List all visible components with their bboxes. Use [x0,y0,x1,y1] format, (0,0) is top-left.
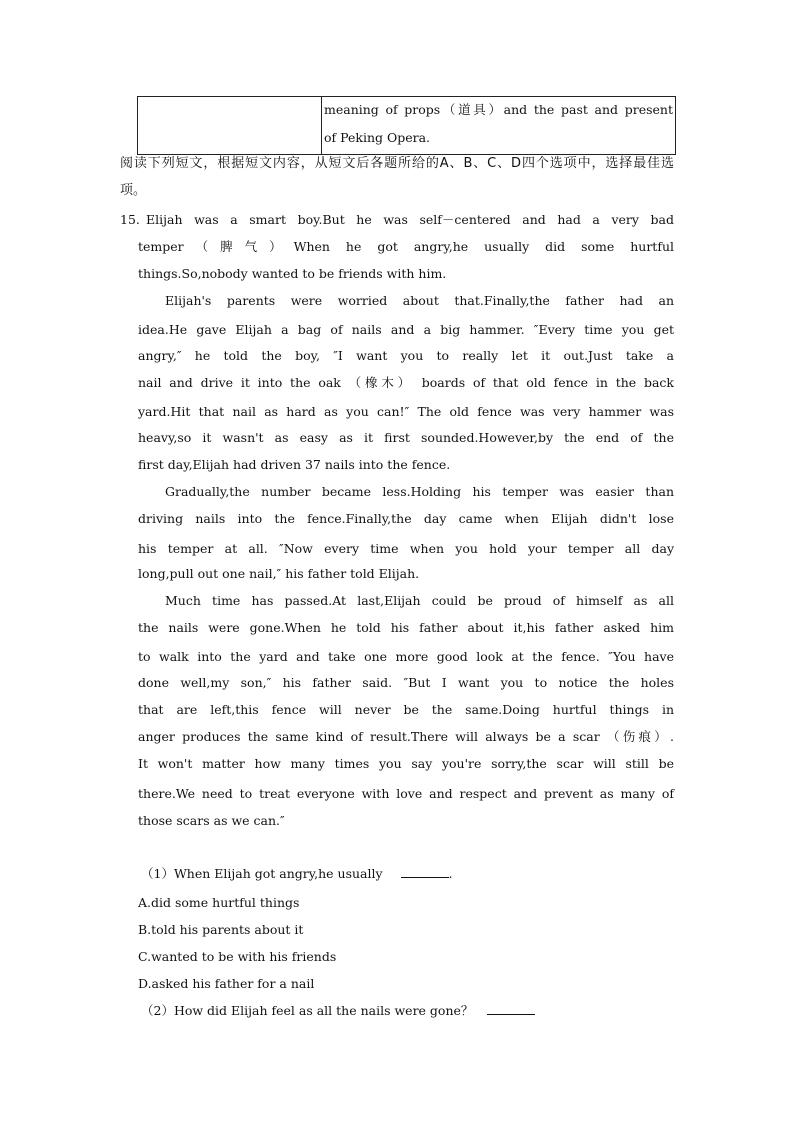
passage-line: to walk into the yard and take one more good look at the fence. ″You have [138,649,674,664]
question-2-text: （2）How did Elijah feel as all the nails were gone？ [141,1003,474,1018]
passage-line: nail and drive it into the oak （橡木） boards of that old fence in the back [138,375,674,390]
instructions-line: 阅读下列短文，根据短文内容，从短文后各题所给的A、B、C、D四个选项中，选择最佳选 [120,156,674,171]
option-c: C.wanted to be with his friends [138,949,337,964]
table-cell-line: meaning of props（道具）and the past and present [324,102,673,117]
passage-line: things.So,nobody wanted to be friends with him. [138,266,447,281]
passage-line: his temper at all. ″Now every time when you hold your temper all day [138,541,674,556]
question-1-text: （1）When Elijah got angry,he usually [141,866,383,881]
answer-blank [487,1002,535,1015]
option-d: D.asked his father for a nail [138,976,315,991]
answer-blank [401,865,449,878]
top-table [137,96,676,155]
passage-line: the nails were gone.When he told his father about it,his father asked him [138,620,674,635]
table-cell-line: of Peking Opera. [324,130,431,145]
option-a: A.did some hurtful things [138,895,300,910]
passage-line: done well,my son,″ his father said. ″But I want you to notice the holes [138,675,674,690]
passage-line: first day,Elijah had driven 37 nails into the fence. [138,457,451,472]
passage-line: idea.He gave Elijah a bag of nails and a big hammer. ″Every time you get [138,322,674,337]
question-1-end: . [448,866,453,881]
passage-line: anger produces the same kind of result.There will always be a scar （伤痕）. [138,729,674,744]
passage-line: Gradually,the number became less.Holding his temper was easier than [165,484,674,499]
table-cell-left [138,97,322,154]
passage-line: heavy,so it wasn't as easy as it first sounded.However,by the end of the [138,430,674,445]
passage-line: temper（脾气）When he got angry,he usually did some hurtful [138,239,674,254]
instructions-line: 项。 [120,183,147,198]
passage-line: that are left,this fence will never be the same.Doing hurtful things in [138,702,674,717]
question-1-stem [141,865,453,882]
passage-line: long,pull out one nail,″ his father told Elijah. [138,566,420,581]
passage-line: angry,″ he told the boy, ″I want you to really let it out.Just take a [138,348,674,363]
passage-line: Elijah's parents were worried about that.Finally,the father had an [165,293,674,308]
passage-line: those scars as we can.″ [138,813,285,828]
passage-line: driving nails into the fence.Finally,the day came when Elijah didn't lose [138,511,674,526]
passage-line: Much time has passed.At last,Elijah could be proud of himself as all [165,593,674,608]
passage-line: yard.Hit that nail as hard as you can!″ The old fence was very hammer was [138,404,674,419]
question-2-stem [141,1002,535,1019]
passage-line: there.We need to treat everyone with love and respect and prevent as many of [138,786,674,801]
question-number: 15. [120,212,140,227]
option-b: B.told his parents about it [138,922,304,937]
passage-line: It won't matter how many times you say you're sorry,the scar will still be [138,756,674,771]
passage-line: Elijah was a smart boy.But he was self－centered and had a very bad [146,212,674,227]
table-cell-right [322,97,675,154]
